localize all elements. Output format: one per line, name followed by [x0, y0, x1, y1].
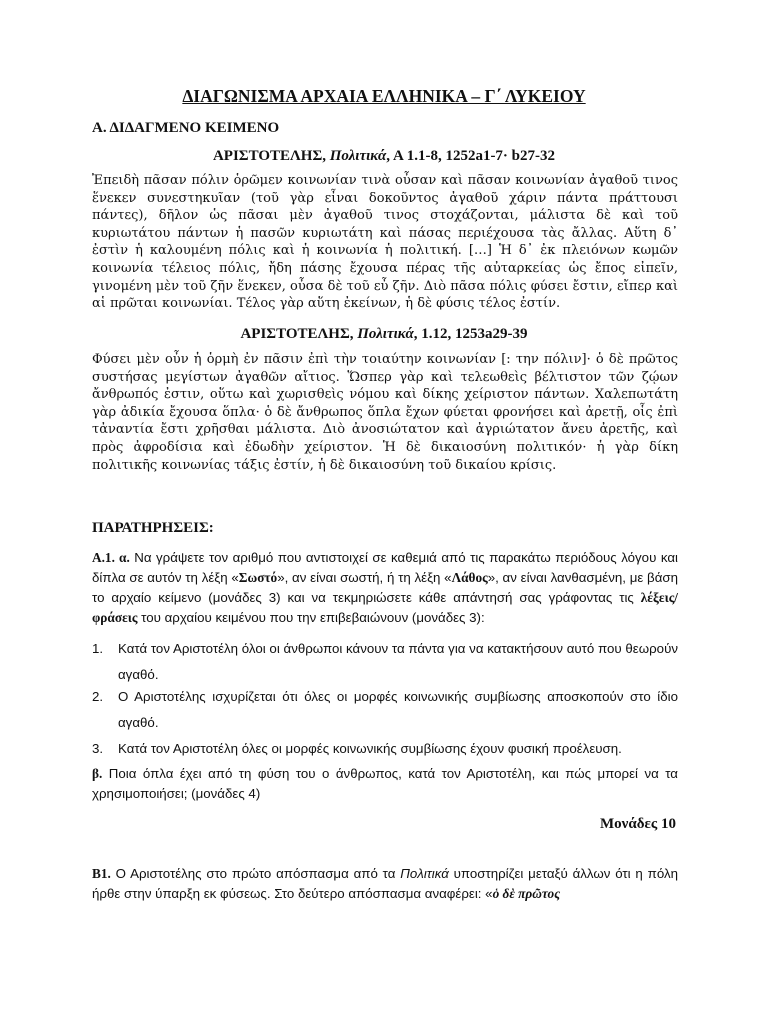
ancient-text-1: Ἐπειδὴ πᾶσαν πόλιν ὁρῶμεν κοινωνίαν τινὰ οὖσαν καὶ πᾶσαν κοινωνίαν ἀγαθοῦ τινος ἕνεκεν συνεστηκυῖαν (τοῦ γὰρ εἶναι δοκοῦντος ἀγαθοῦ χάριν πάντα πράττουσι πάντες), δῆλον ὡς πᾶσαι μὲν ἀγαθοῦ τινος στοχάζονται, μάλιστα δὲ καὶ τοῦ κυριωτάτου πάντων ἡ πασῶν κυριωτάτη καὶ πάσας περιέχουσα τὰς ἄλλας. Αὕτη δ᾽ ἐστὶν ἡ καλουμένη πόλις καὶ ἡ κοινωνία ἡ πολιτική. […] Ἡ δ᾽ ἐκ πλειόνων κωμῶν κοινωνία τέλειος πόλις, ἤδη πάσης ἔχουσα πέρας τῆς αὐταρκείας ὡς ἔπος εἰπεῖν, γινομένη μὲν τοῦ ζῆν ἕνεκεν, οὖσα δὲ τοῦ εὖ ζῆν. Διὸ πᾶσα πόλις φύσει ἔστιν, εἴπερ καὶ αἱ πρῶται κοινωνίαι. Τέλος γὰρ αὕτη ἐκείνων, ἡ δὲ φύσις τέλος ἐστίν.: [92, 173, 678, 312]
statement-text: Κατά τον Αριστοτέλη όλες οι μορφές κοινωνικής συμβίωσης έχουν φυσική προέλευση.: [118, 741, 622, 756]
statement-text: Ο Αριστοτέλης ισχυρίζεται ότι όλες οι μορφές κοινωνικής συμβίωσης αποσκοπούν στο ίδιο αγαθό.: [118, 689, 678, 730]
section-a-heading: Α. ΔΙΔΑΓΜΕΝΟ ΚΕΙΜΕΝΟ: [92, 120, 280, 136]
question-b1: Β1. Ο Αριστοτέλης στο πρώτο απόσπασμα από τα Πολιτικά υποστηρίζει μεταξύ άλλων ότι η πόλη ήρθε στην ύπαρξη εκ φύσεως. Στο δεύτερο απόσπασμα αναφέρει: «ὁ δὲ πρῶτος: [92, 866, 679, 901]
source-1-author: ΑΡΙΣΤΟΤΕΛΗΣ,: [212, 148, 330, 164]
remarks-heading: ΠΑΡΑΤΗΡΗΣΕΙΣ:: [92, 520, 214, 536]
ancient-text-2: Φύσει μὲν οὖν ἡ ὁρμὴ ἐν πᾶσιν ἐπὶ τὴν τοιαύτην κοινωνίαν [: την πόλιν]· ὁ δὲ πρῶτος συστήσας μεγίστων ἀγαθῶν αἴτιος. Ὥσπερ γὰρ καὶ τελεωθεὶς βέλτιστον τῶν ζῴων ἄνθρωπός ἐστιν, οὕτω καὶ χωρισθεὶς νόμου καὶ δίκης χείριστον πάντων. Χαλεπωτάτη γὰρ ἀδικία ἔχουσα ὅπλα· ὁ δὲ ἄνθρωπος ὅπλα ἔχων φύεται φρονήσει καὶ ἀρετῇ, οἷς ἐπὶ τἀναντία ἔστι χρῆσθαι μάλιστα. Διὸ ἀνοσιώτατον καὶ ἀγριώτατον ἄνευ ἀρετῆς, καὶ πρὸς ἀφροδίσια καὶ ἐδωδὴν χείριστον. Ἡ δὲ δικαιοσύνη πολιτικόν· ἡ γὰρ δίκη πολιτικῆς κοινωνίας τάξις ἐστίν, ἡ δὲ δικαιοσύνη τοῦ δικαίου κρίσις.: [92, 352, 678, 473]
statement-3: [92, 736, 678, 762]
question-a1-b: β. Ποια όπλα έχει από τη φύση του ο άνθρωπος, κατά τον Αριστοτέλη, και πώς μπορεί να τα χρησιμοποιήσει; (μονάδες 4): [92, 766, 678, 801]
question-a1-a: Α.1. α. Να γράψετε τον αριθμό που αντιστοιχεί σε καθεμιά από τις παρακάτω περιόδους λόγου και δίπλα σε αυτόν τη λέξη «Σωστό», αν είναι σωστή, ή τη λέξη «Λάθος», αν είναι λανθασμένη, με βάση το αρχαίο κείμενο (μονάδες 3) και να τεκμηριώσετε κάθε απάντησή σας γράφοντας τις λέξεις/φράσεις του αρχαίου κειμένου που την επιβεβαιώνουν (μονάδες 3):: [92, 550, 678, 625]
statement-2: [92, 684, 678, 736]
source-2-ref: , 1.12, 1253a29-39: [413, 326, 528, 342]
word-correct: Σωστό: [238, 570, 278, 585]
word-wrong: Λάθος: [451, 570, 488, 585]
source-2-author: ΑΡΙΣΤΟΤΕΛΗΣ,: [240, 326, 358, 342]
b1-work: Πολιτικά: [400, 866, 449, 881]
source-2-heading: [0, 326, 768, 343]
statement-number: 1.: [92, 641, 104, 656]
source-1-ref: , Α 1.1-8, 1252a1-7· b27-32: [386, 148, 556, 164]
units-label: Μονάδες 10: [599, 816, 676, 832]
source-2-work: Πολιτικά: [357, 326, 414, 342]
question-b-label: β.: [92, 766, 103, 781]
question-a1-label: Α.1. α.: [92, 550, 130, 565]
b1-quote: ὁ δὲ πρῶτος: [492, 886, 561, 901]
question-b1-label: Β1.: [92, 866, 111, 881]
statement-1: [92, 636, 678, 688]
page-title: ΔΙΑΓΩΝΙΣΜΑ ΑΡΧΑΙΑ ΕΛΛΗΝΙΚΑ – Γ΄ ΛΥΚΕΙΟΥ: [182, 86, 586, 106]
source-1-work: Πολιτικά: [329, 148, 387, 164]
words-phrases: λέξεις/φράσεις: [92, 590, 678, 625]
source-1-heading: [0, 148, 768, 165]
statement-number: 3.: [92, 741, 104, 756]
statement-number: 2.: [92, 689, 104, 704]
statement-text: Κατά τον Αριστοτέλη όλοι οι άνθρωποι κάνουν τα πάντα για να κατακτήσουν αυτό που θεωρούν αγαθό.: [118, 641, 678, 682]
